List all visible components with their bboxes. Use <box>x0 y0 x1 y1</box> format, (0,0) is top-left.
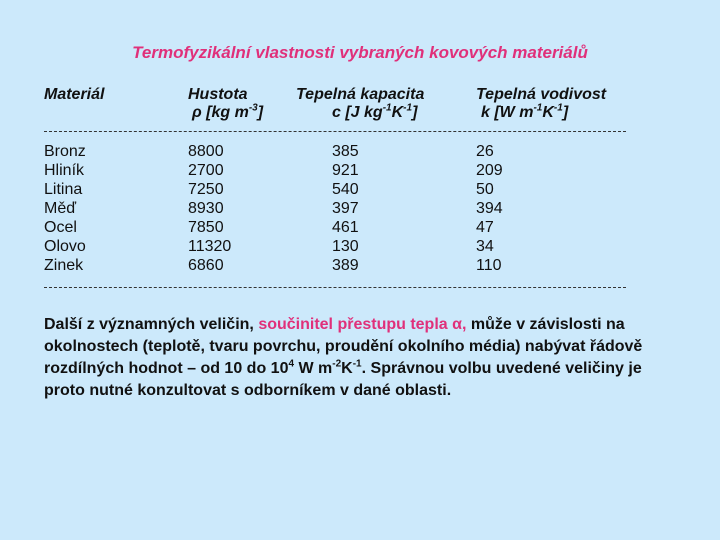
cell-capacity: 385 <box>332 143 359 160</box>
highlighted-term: součinitel přestupu tepla α, <box>258 316 467 333</box>
cell-material: Olovo <box>44 238 86 255</box>
cell-material: Bronz <box>44 143 86 160</box>
cell-density: 8800 <box>188 143 224 160</box>
cell-material: Ocel <box>44 219 77 236</box>
header-density: Hustota <box>188 86 248 103</box>
body-paragraph: Další z významných veličin, součinitel přestupu tepla α, může v závislosti na okolnostech (teplotě, tvaru povrchu, proudění okolního média) nabývat řádově rozdílných hodnot – od 10 do $10^4$ W $m^{-2}K^{-1}$. Správnou volbu uvedené veličiny je proto nutné konzultovat s odborníkem v dané oblasti. <box>44 316 643 399</box>
cell-capacity: 397 <box>332 200 359 217</box>
cell-conductivity: 26 <box>476 143 494 160</box>
header-density-unit: ρ [kg $m^{-3}$] <box>192 102 264 121</box>
header-material: Materiál <box>44 86 105 103</box>
cell-density: 8930 <box>188 200 224 217</box>
table-top-divider <box>44 131 626 132</box>
cell-conductivity: 394 <box>476 200 503 217</box>
header-conductivity: Tepelná vodivost <box>476 86 607 103</box>
cell-conductivity: 47 <box>476 219 494 236</box>
header-conductivity-unit: k [W $m^{-1}K^{-1}$] <box>481 102 569 121</box>
cell-conductivity: 50 <box>476 181 494 198</box>
cell-density: 11320 <box>188 238 232 255</box>
table-bottom-divider <box>44 287 626 288</box>
cell-material: Hliník <box>44 162 85 179</box>
header-capacity-unit: c [J $kg^{-1}K^{-1}$] <box>332 102 418 121</box>
cell-conductivity: 34 <box>476 238 494 255</box>
cell-density: 2700 <box>188 162 224 179</box>
cell-capacity: 389 <box>332 257 359 274</box>
cell-density: 6860 <box>188 257 224 274</box>
cell-capacity: 461 <box>332 219 359 236</box>
cell-material: Zinek <box>44 257 84 274</box>
cell-capacity: 130 <box>332 238 359 255</box>
cell-conductivity: 209 <box>476 162 503 179</box>
cell-conductivity: 110 <box>476 257 502 274</box>
cell-density: 7250 <box>188 181 224 198</box>
cell-density: 7850 <box>188 219 224 236</box>
cell-material: Litina <box>44 181 83 198</box>
cell-capacity: 921 <box>332 162 359 179</box>
page-title: Termofyzikální vlastnosti vybraných kovových materiálů <box>132 43 588 62</box>
cell-material: Měď <box>44 200 77 217</box>
cell-capacity: 540 <box>332 181 359 198</box>
header-capacity: Tepelná kapacita <box>296 86 425 103</box>
